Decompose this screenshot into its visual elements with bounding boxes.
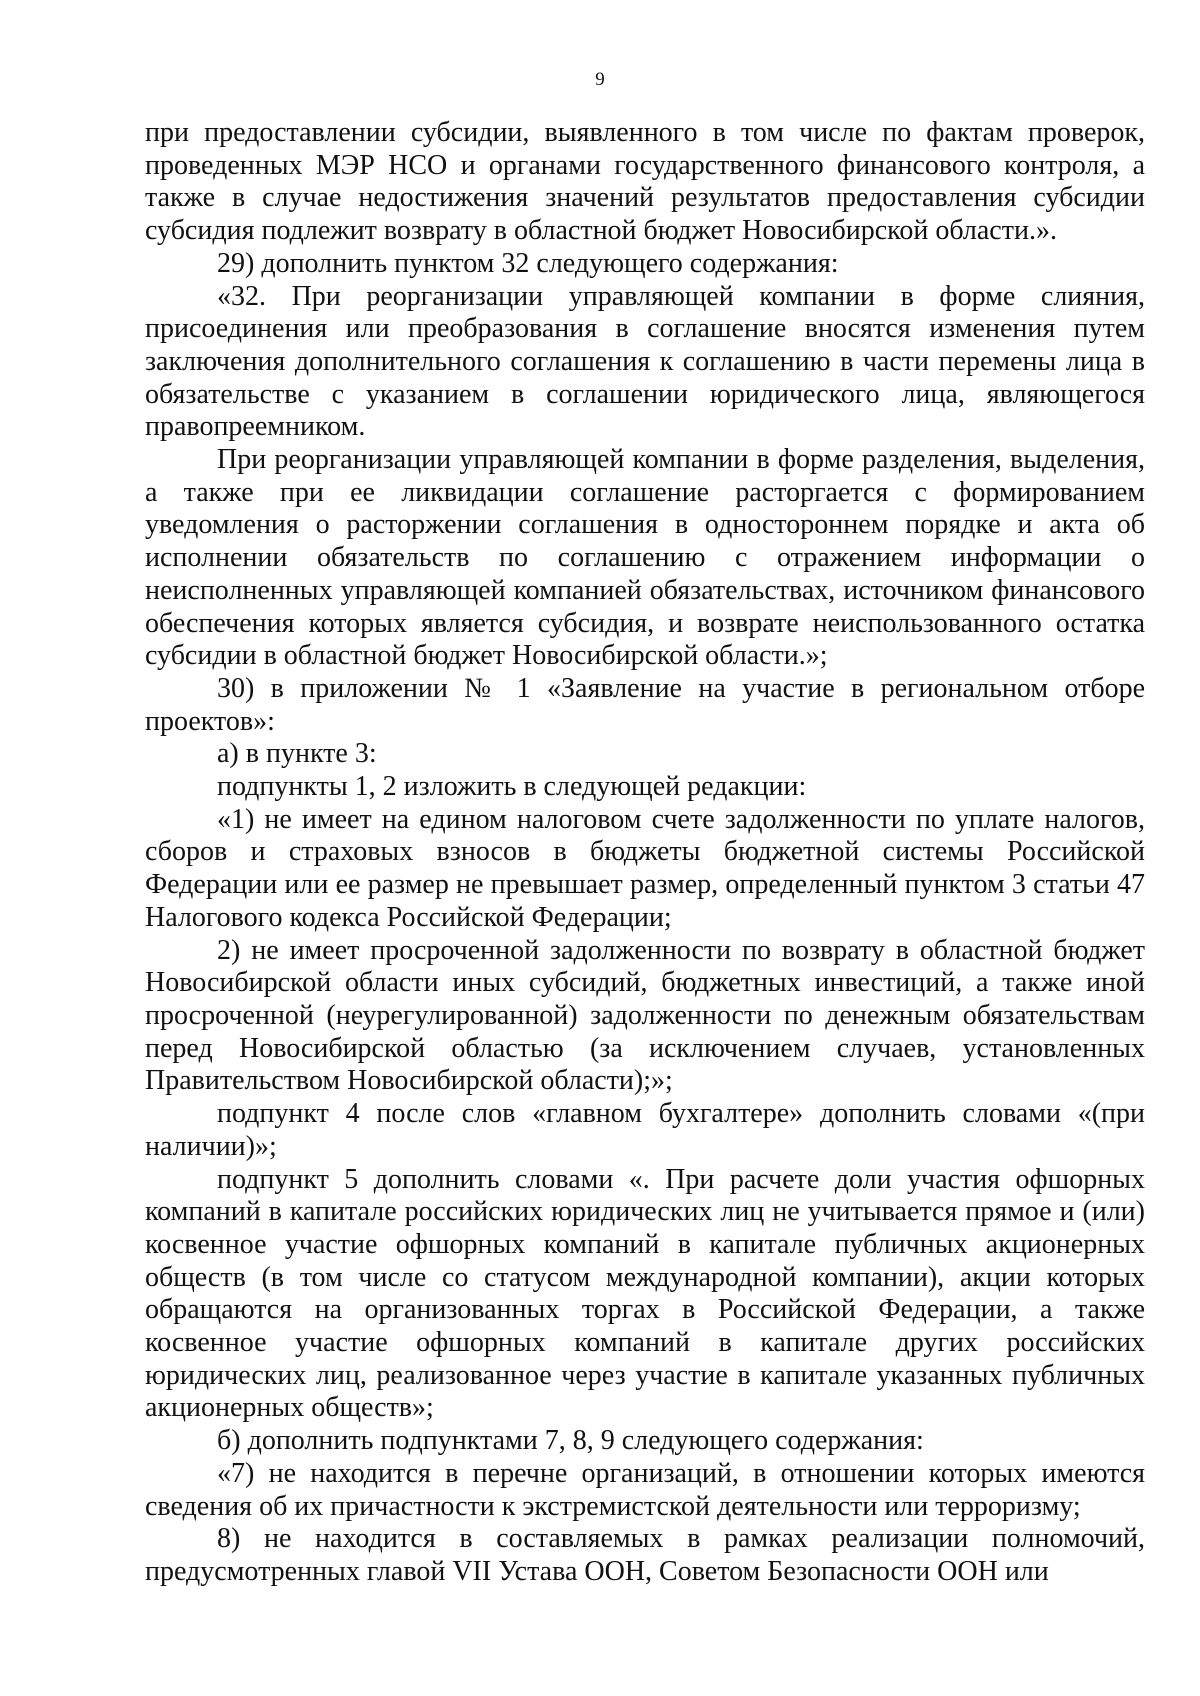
paragraph: «1) не имеет на едином налоговом счете задолженности по уплате налогов, сборов и страховых взносов в бюджеты бюджетной системы Российской Федерации или ее размер не превышает размер, определенный пунктом 3 статьи 47 Налогового кодекса Российской Федерации; (145, 803, 1145, 933)
paragraph: подпункт 4 после слов «главном бухгалтере» дополнить словами «(при наличии)»; (145, 1098, 1145, 1162)
paragraph: «7) не находится в перечне организаций, в отношении которых имеются сведения об их причастности к экстремистской деятельности или терроризму; (145, 1457, 1145, 1522)
paragraph: б) дополнить подпунктами 7, 8, 9 следующего содержания: (217, 1425, 924, 1457)
paragraph: «32. При реорганизации управляющей компании в форме слияния, присоединения или преобразования в соглашение вносятся изменения путем заключения дополнительного соглашения к соглашению в части перемены лица в обязательстве с указанием в соглашении юридического лица, являющегося правопреемником. (145, 280, 1145, 443)
paragraph: подпункт 5 дополнить словами «. При расчете доли участия офшорных компаний в капитале российских юридических лиц не учитывается прямое и (или) косвенное участие офшорных компаний в капитале публичных акционерных обществ (в том числе со статусом международной компании), акции которых обращаются на организованных торгах в Российской Федерации, а также косвенное участие офшорных компаний в капитале других российских юридических лиц, реализованное через участие в капитале указанных публичных акционерных обществ»; (145, 1163, 1145, 1424)
paragraph: а) в пункте 3: (217, 738, 377, 770)
paragraph: 30) в приложении № 1 «Заявление на участие в региональном отборе проектов»: (145, 672, 1145, 737)
paragraph: 2) не имеет просроченной задолженности по возврату в областной бюджет Новосибирской области иных субсидий, бюджетных инвестиций, а также иной просроченной (неурегулированной) задолженности по денежным обязательствам перед Новосибирской областью (за исключением случаев, установленных Правительством Новосибирской области);»; (145, 934, 1145, 1097)
paragraph: подпункты 1, 2 изложить в следующей редакции: (217, 771, 807, 803)
page-number: 9 (595, 69, 605, 90)
paragraph: 8) не находится в составляемых в рамках реализации полномочий, предусмотренных главой VII Устава ООН, Советом Безопасности ООН или (145, 1523, 1145, 1587)
paragraph: при предоставлении субсидии, выявленного в том числе по фактам проверок, проведенных МЭР НСО и органами государственного финансового контроля, а также в случае недостижения значений результатов предоставления субсидии субсидия подлежит возврату в областной бюджет Новосибирской области.». (145, 117, 1145, 247)
document-body (145, 117, 1145, 1589)
paragraph: При реорганизации управляющей компании в форме разделения, выделения, а также при ее ликвидации соглашение расторгается с формированием уведомления о расторжении соглашения в одностороннем порядке и акта об исполнении обязательств по соглашению с отражением информации о неисполненных управляющей компанией обязательствах, источником финансового обеспечения которых является субсидия, и возврате неиспользованного остатка субсидии в областной бюджет Новосибирской области.»; (145, 444, 1145, 672)
paragraph: 29) дополнить пунктом 32 следующего содержания: (217, 247, 839, 279)
